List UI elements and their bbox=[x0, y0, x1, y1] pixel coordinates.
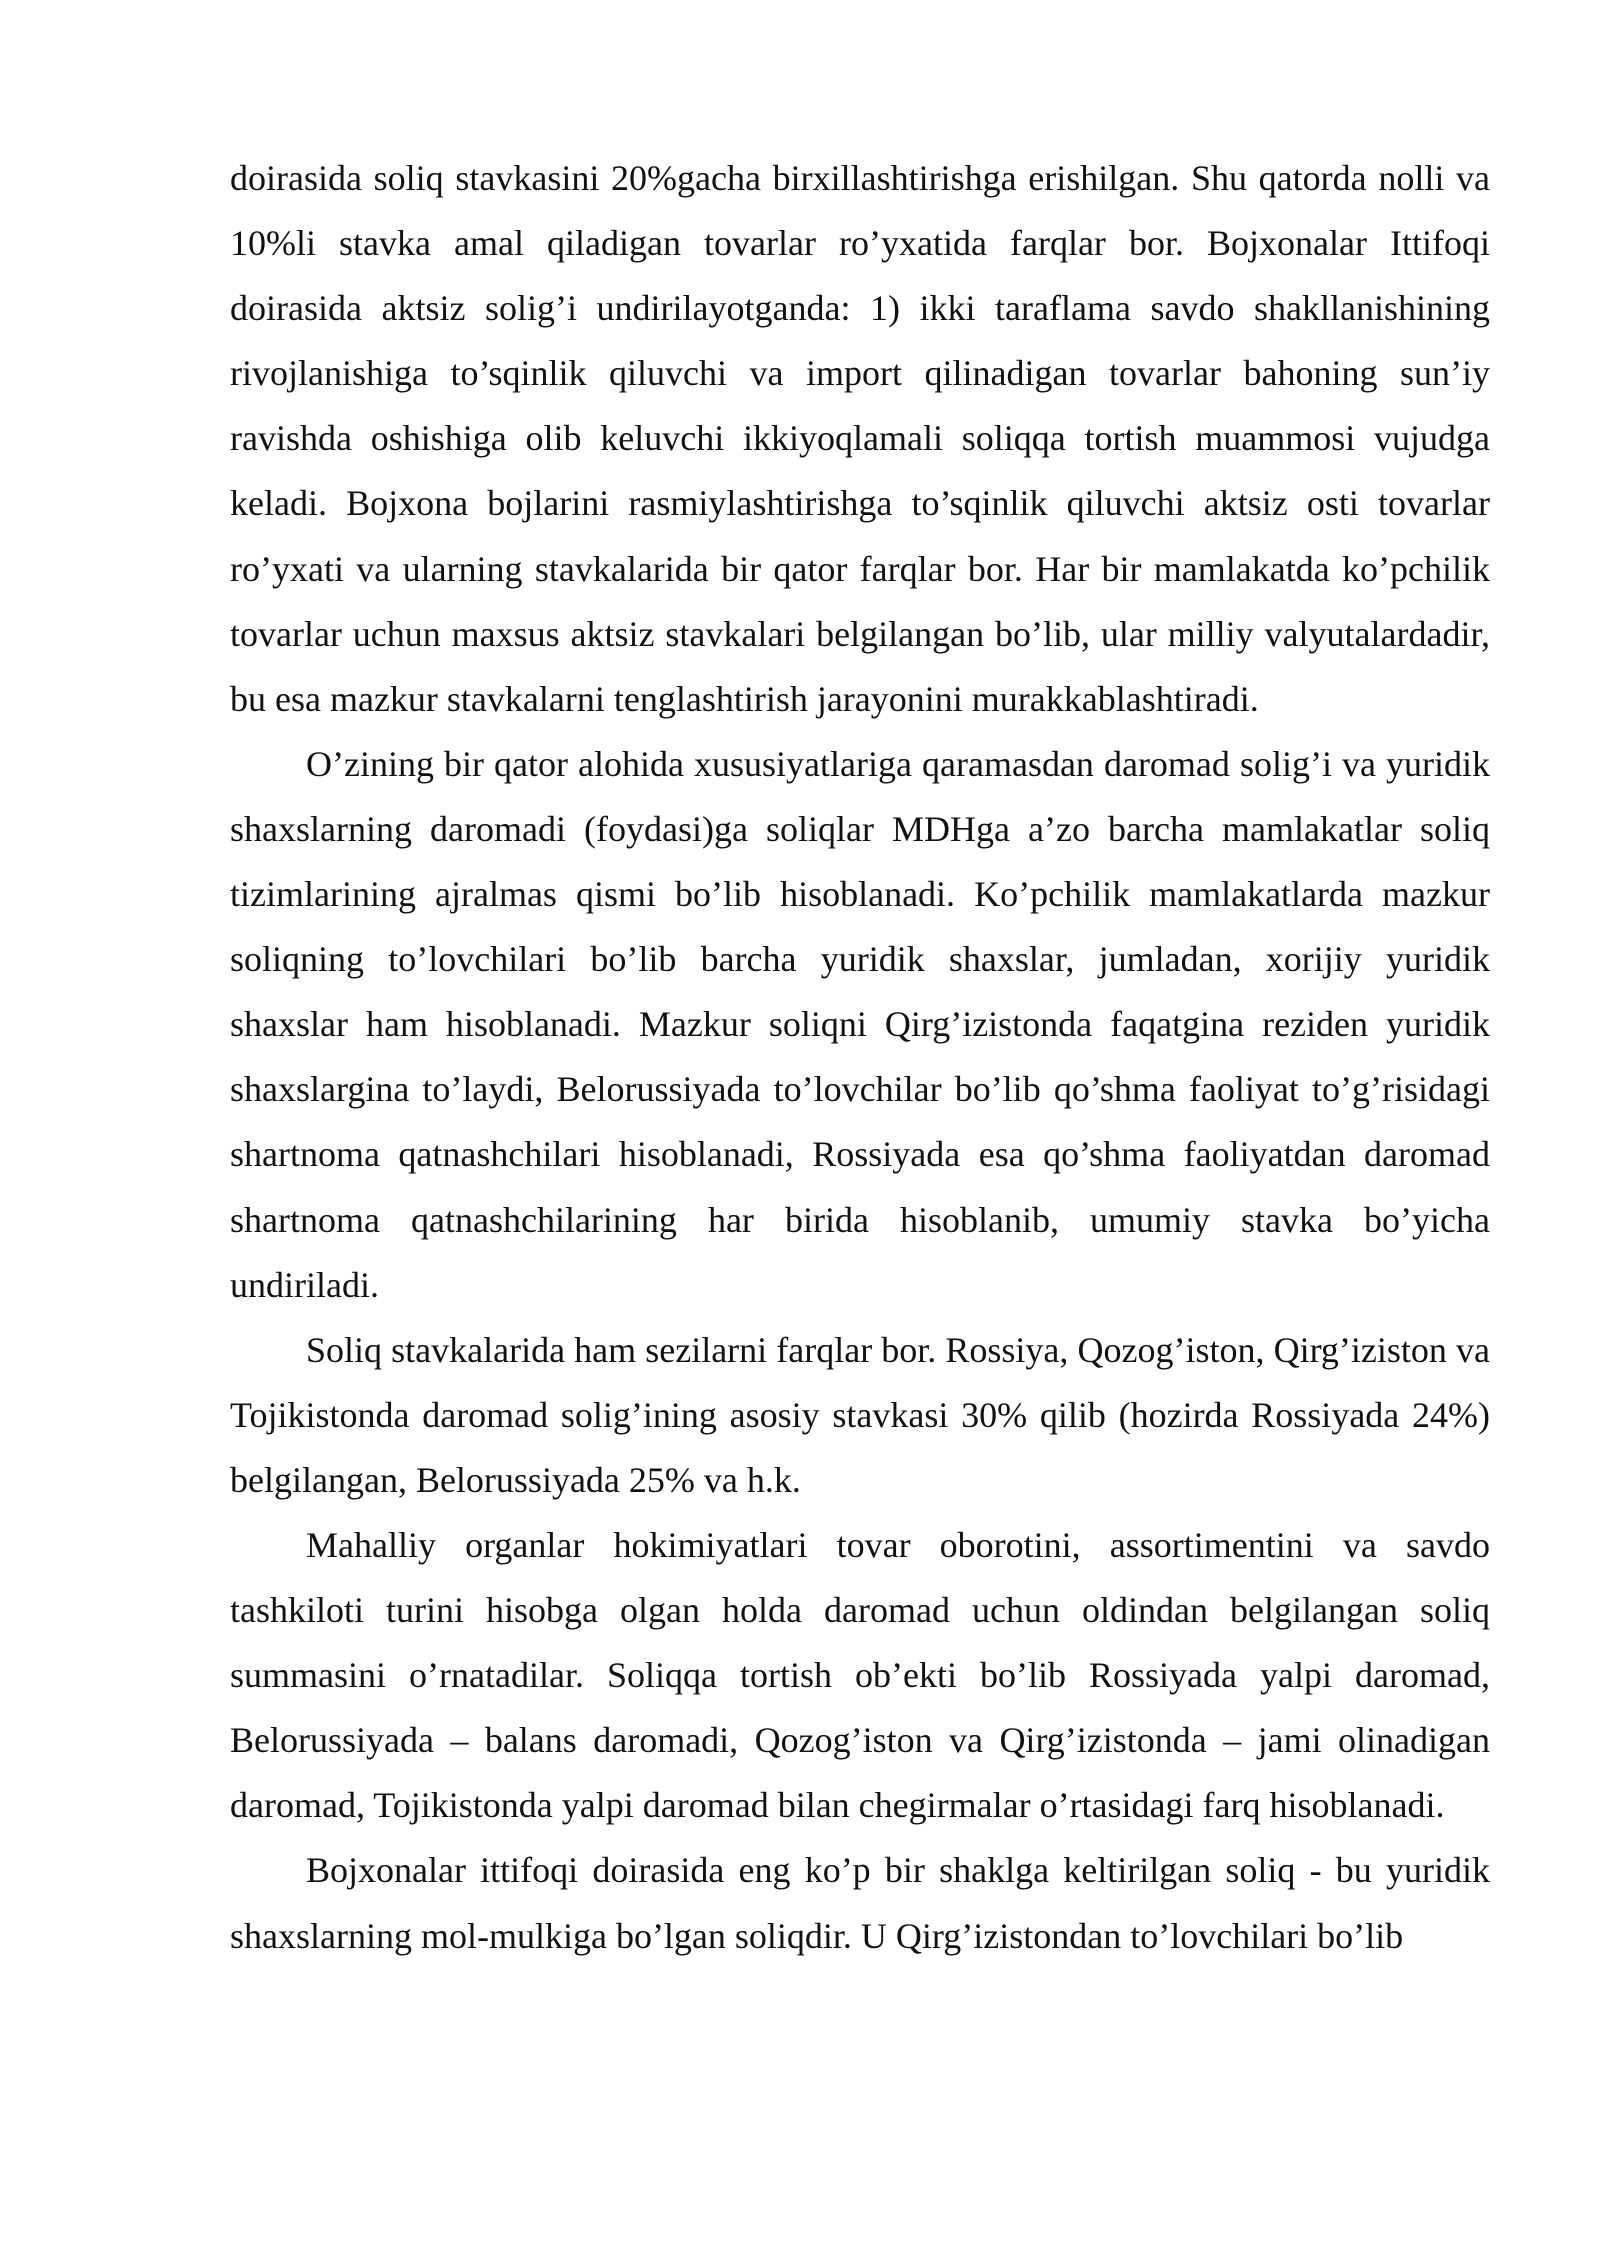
paragraph-5: Bojxonalar ittifoqi doirasida eng ko’p bir shaklga keltirilgan soliq - bu yuridik shaxslarning mol-mulkiga bo’lgan soliqdir. U Qirg’izistondan to’lovchilari bo’lib bbox=[230, 1850, 1490, 1956]
paragraph-4: Mahalliy organlar hokimiyatlari tovar oborotini, assortimentini va savdo tashkiloti turini hisobga olgan holda daromad uchun oldindan belgilangan soliq summasini o’rnatadilar. Soliqqa tortish ob’ekti bo’lib Rossiyada yalpi daromad, Belorussiyada – balans daromadi, Qozog’iston va Qirg’izistonda – jami olinadigan daromad, Tojikistonda yalpi daromad bilan chegirmalar o’rtasidagi farq hisoblanadi. bbox=[230, 1524, 1490, 1826]
document-page bbox=[230, 146, 1490, 1969]
paragraph-3: Soliq stavkalarida ham sezilarni farqlar bor. Rossiya, Qozog’iston, Qirg’iziston va Tojikistonda daromad solig’ining asosiy stavkasi 30% qilib (hozirda Rossiyada 24%) belgilangan, Belorussiyada 25% va h.k. bbox=[230, 1329, 1490, 1500]
paragraph-1: doirasida soliq stavkasini 20%gacha birxillashtirishga erishilgan. Shu qatorda nolli va 10%li stavka amal qiladigan tovarlar ro’yxatida farqlar bor. Bojxonalar Ittifoqi doirasida aktsiz solig’i undirilayotganda: 1) ikki taraflama savdo shakllanishining rivojlanishiga to’sqinlik qiluvchi va import qilinadigan tovarlar bahoning sun’iy ravishda oshishiga olib keluvchi ikkiyoqlamali soliqqa tortish muammosi vujudga keladi. Bojxona bojlarini rasmiylashtirishga to’sqinlik qiluvchi aktsiz osti tovarlar ro’yxati va ularning stavkalarida bir qator farqlar bor. Har bir mamlakatda ko’pchilik tovarlar uchun maxsus aktsiz stavkalari belgilangan bo’lib, ular milliy valyutalardadir, bu esa mazkur stavkalarni tenglashtirish jarayonini murakkablashtiradi. bbox=[230, 158, 1490, 719]
paragraph-2: O’zining bir qator alohida xususiyatlariga qaramasdan daromad solig’i va yuridik shaxslarning daromadi (foydasi)ga soliqlar MDHga a’zo barcha mamlakatlar soliq tizimlarining ajralmas qismi bo’lib hisoblanadi. Ko’pchilik mamlakatlarda mazkur soliqning to’lovchilari bo’lib barcha yuridik shaxslar, jumladan, xorijiy yuridik shaxslar ham hisoblanadi. Mazkur soliqni Qirg’izistonda faqatgina reziden yuridik shaxslargina to’laydi, Belorussiyada to’lovchilar bo’lib qo’shma faoliyat to’g’risidagi shartnoma qatnashchilari hisoblanadi, Rossiyada esa qo’shma faoliyatdan daromad shartnoma qatnashchilarining har birida hisoblanib, umumiy stavka bo’yicha undiriladi. bbox=[230, 743, 1490, 1305]
